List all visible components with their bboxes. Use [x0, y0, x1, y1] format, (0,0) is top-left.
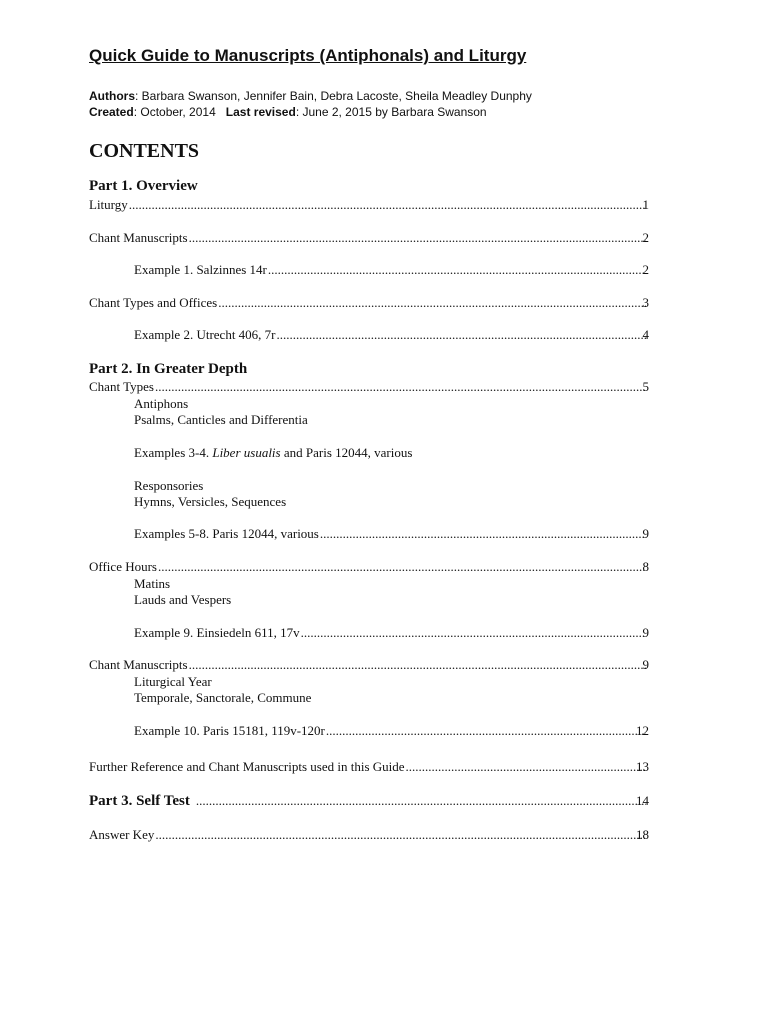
dot-leader: [189, 657, 646, 673]
toc-subitem: Responsories: [134, 478, 204, 493]
toc-page: 3: [642, 295, 649, 310]
toc-label: Example 9. Einsiedeln 611, 17v: [134, 625, 300, 640]
toc-subitem: Hymns, Versicles, Sequences: [134, 494, 287, 509]
toc-entry-example-10[interactable]: [134, 723, 649, 741]
toc-label: Chant Manuscripts: [89, 657, 188, 672]
part2-heading: Part 2. In Greater Depth: [89, 361, 248, 377]
toc-label: Chant Manuscripts: [89, 230, 188, 245]
authors-label: Authors: [89, 89, 135, 103]
toc-entry-liturgy[interactable]: [89, 197, 649, 215]
part3-heading: Part 3. Self Test: [89, 793, 190, 809]
toc-label: Answer Key: [89, 827, 155, 842]
toc-entry-chant-manuscripts[interactable]: [89, 230, 649, 248]
toc-entry-chant-manuscripts-2[interactable]: [89, 657, 649, 675]
toc-label: Example 10. Paris 15181, 119v-120r: [134, 723, 325, 738]
toc-label: Example 2. Utrecht 406, 7r: [134, 327, 276, 342]
created-value: : October, 2014: [133, 105, 216, 119]
toc-entry-self-test[interactable]: [89, 793, 649, 813]
toc-label: Example 1. Salzinnes 14r: [134, 262, 267, 277]
dot-leader: [301, 625, 646, 641]
dot-leader: [320, 526, 646, 542]
contents-heading: CONTENTS: [89, 140, 200, 162]
revised-label: Last revised: [225, 105, 296, 119]
toc-page: 9: [642, 526, 649, 541]
dot-leader: [155, 379, 646, 395]
toc-subitem: Psalms, Canticles and Differentia: [134, 412, 308, 427]
toc-page: 18: [636, 827, 649, 842]
toc-label: Office Hours: [89, 559, 157, 574]
toc-page: 9: [642, 625, 649, 640]
toc-entry-example-2[interactable]: [134, 327, 649, 345]
toc-page: 2: [642, 230, 649, 245]
dot-leader: [189, 230, 646, 246]
toc-label: Examples 5-8. Paris 12044, various: [134, 526, 319, 541]
toc-page: 8: [642, 559, 649, 574]
toc-label: Chant Types and Offices: [89, 295, 218, 310]
toc-subitem: Lauds and Vespers: [134, 592, 232, 607]
document-title: Quick Guide to Manuscripts (Antiphonals) and Liturgy: [89, 46, 527, 65]
toc-entry-example-1[interactable]: [134, 262, 649, 280]
toc-entry-examples-3-4[interactable]: [134, 445, 412, 461]
toc-entry-further-reference[interactable]: [89, 759, 649, 777]
dot-leader: [129, 197, 646, 213]
toc-label-suffix: and Paris 12044, various: [280, 445, 413, 460]
authors-value: : Barbara Swanson, Jennifer Bain, Debra Lacoste, Sheila Meadley Dunphy: [135, 89, 532, 103]
toc-subitem: Temporale, Sanctorale, Commune: [134, 690, 312, 705]
toc-label: Further Reference and Chant Manuscripts used in this Guide: [89, 759, 405, 774]
toc-page: 2: [642, 262, 649, 277]
toc-entry-examples-5-8[interactable]: [134, 526, 649, 544]
authors-line: [89, 89, 532, 103]
toc-entry-office-hours[interactable]: [89, 559, 649, 577]
dates-line: [89, 105, 487, 119]
dot-leader: [277, 327, 646, 343]
dot-leader: [158, 559, 646, 575]
toc-label-italic: Liber usualis: [212, 445, 281, 460]
toc-page: 13: [636, 759, 649, 774]
toc-label: Chant Types: [89, 379, 154, 394]
dot-leader: [218, 295, 646, 311]
toc-entry-chant-types-offices[interactable]: [89, 295, 649, 313]
toc-page: 5: [642, 379, 649, 394]
toc-subitem: Antiphons: [134, 396, 189, 411]
created-label: Created: [89, 105, 134, 119]
dot-leader: [406, 759, 646, 775]
toc-label: Liturgy: [89, 197, 128, 212]
dot-leader: [155, 827, 646, 843]
toc-page: 14: [636, 793, 649, 808]
toc-entry-chant-types[interactable]: [89, 379, 649, 397]
dot-leader: [196, 793, 646, 809]
toc-subitem: Liturgical Year: [134, 674, 212, 689]
toc-entry-example-9[interactable]: [134, 625, 649, 643]
revised-value: : June 2, 2015 by Barbara Swanson: [295, 105, 487, 119]
dot-leader: [326, 723, 646, 739]
toc-page: 4: [642, 327, 649, 342]
part1-heading: Part 1. Overview: [89, 178, 198, 194]
toc-entry-answer-key[interactable]: [89, 827, 649, 845]
toc-label-prefix: Examples 3-4.: [134, 445, 213, 460]
dot-leader: [268, 262, 646, 278]
toc-page: 12: [636, 723, 649, 738]
toc-page: 1: [642, 197, 649, 212]
toc-subitem: Matins: [134, 576, 171, 591]
toc-page: 9: [642, 657, 649, 672]
